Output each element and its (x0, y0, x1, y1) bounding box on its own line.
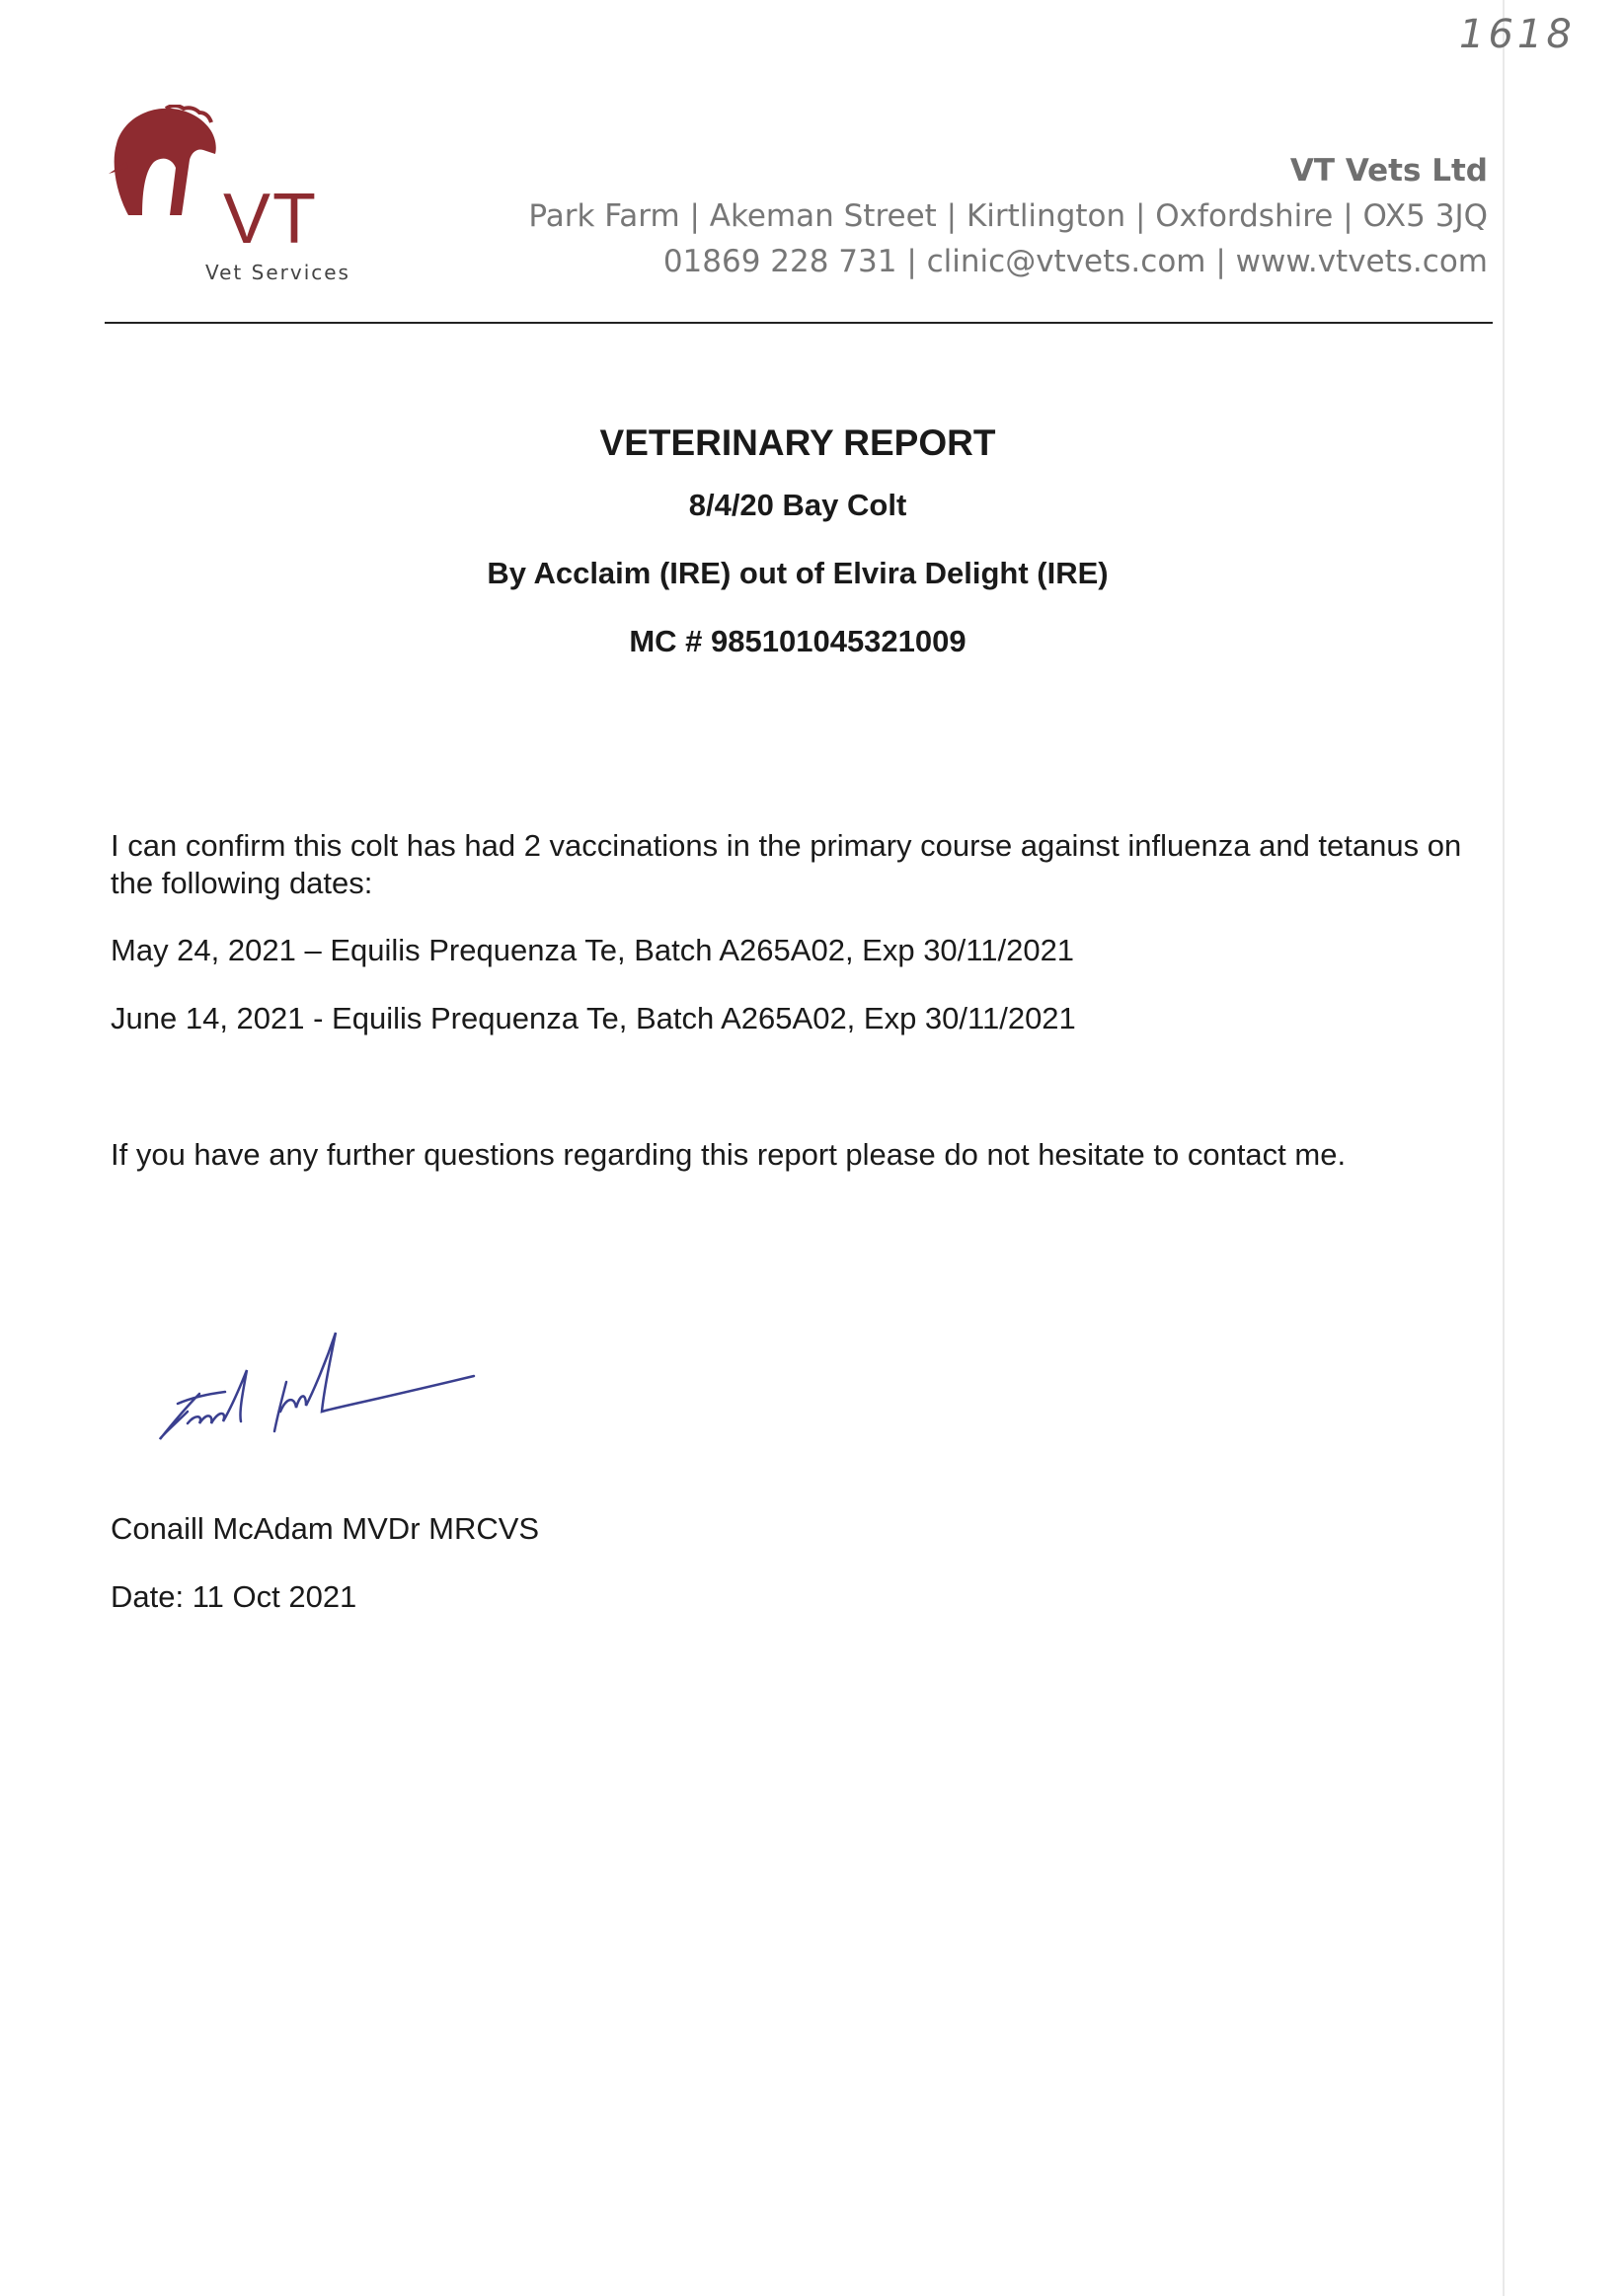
handwritten-signature (148, 1313, 494, 1461)
vaccination-entry-2: June 14, 2021 - Equilis Prequenza Te, Batch A265A02, Exp 30/11/2021 (111, 1001, 1076, 1035)
intro-paragraph: I can confirm this colt has had 2 vaccinations in the primary course against influenza and tetanus on the following dates: (111, 828, 1462, 900)
page-edge (1503, 0, 1505, 2296)
horse-head-icon (107, 105, 225, 223)
company-address: Park Farm | Akeman Street | Kirtlington | Oxfordshire | OX5 3JQ (528, 198, 1488, 234)
closing-paragraph: If you have any further questions regarding this report please do not hesitate to contact me. (111, 1137, 1347, 1172)
report-date: Date: 11 Oct 2021 (111, 1579, 357, 1614)
handwritten-page-number: 1618 (1459, 12, 1576, 57)
logo-subtitle: Vet Services (205, 261, 350, 284)
signatory-name: Conaill McAdam MVDr MRCVS (111, 1511, 540, 1546)
vaccination-entry-1: May 24, 2021 – Equilis Prequenza Te, Batch A265A02, Exp 30/11/2021 (111, 933, 1075, 967)
microchip-number: MC # 985101045321009 (629, 624, 967, 658)
company-header (528, 148, 1488, 284)
horse-description: 8/4/20 Bay Colt (688, 488, 907, 522)
horse-breeding: By Acclaim (IRE) out of Elvira Delight (IRE) (487, 556, 1109, 590)
company-name: VT Vets Ltd (1289, 153, 1488, 189)
logo-initials: VT (223, 180, 319, 259)
report-title: VETERINARY REPORT (599, 422, 996, 463)
vt-logo (107, 105, 363, 288)
company-contact: 01869 228 731 | clinic@vtvets.com | www.vtvets.com (662, 244, 1488, 279)
header-divider (105, 322, 1493, 324)
